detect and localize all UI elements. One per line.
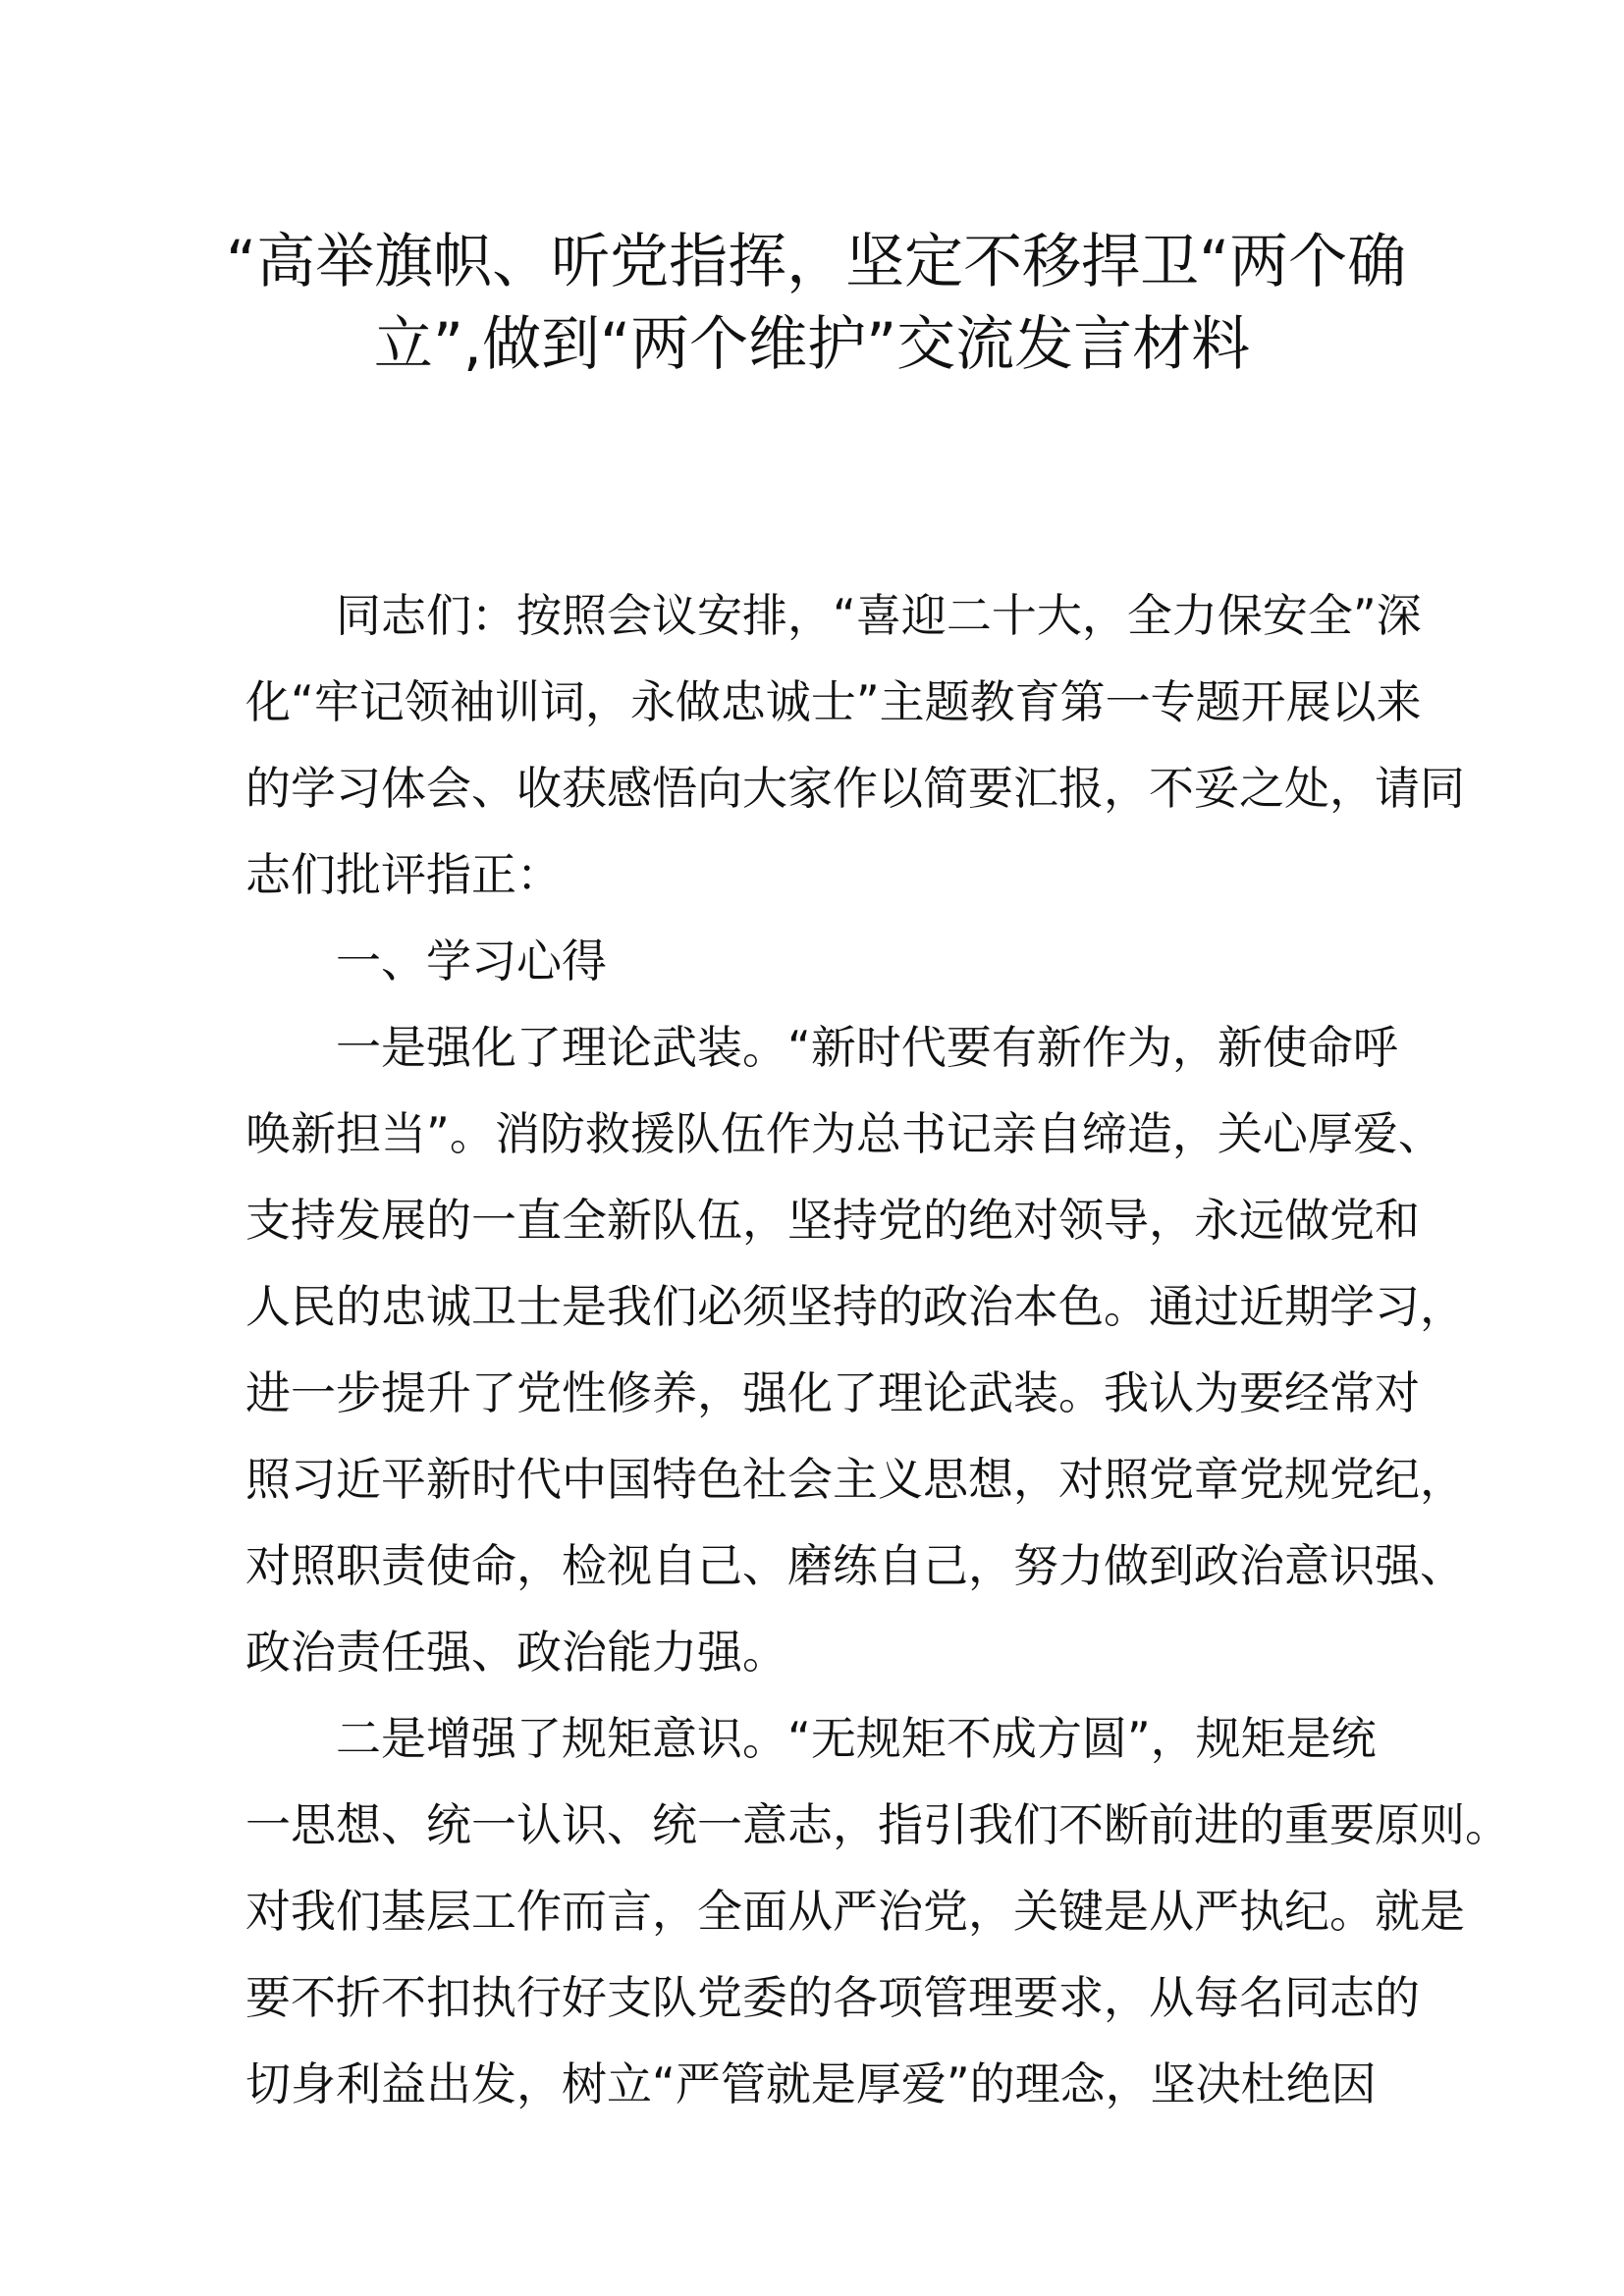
paragraph-theory-line: 一是强化了理论武装。“新时代要有新作为，新使命呼 — [336, 1021, 1398, 1074]
paragraph-theory-line: 唤新担当”。消防救援队伍作为总书记亲自缔造，关心厚爱、 — [245, 1107, 1443, 1160]
paragraph-rules-line: 对我们基层工作而言，全面从严治党，关键是从严执纪。就是 — [245, 1885, 1465, 1938]
paragraph-rules-line: 一思想、统一认识、统一意志，指引我们不断前进的重要原则。 — [245, 1798, 1510, 1851]
paragraph-theory-line: 人民的忠诚卫士是我们必须坚持的政治本色。通过近期学习， — [245, 1280, 1465, 1333]
paragraph-greeting-line: 的学习体会、收获感悟向大家作以简要汇报，不妥之处，请同 — [245, 762, 1465, 815]
paragraph-theory-line: 对照职责使命，检视自己、磨练自己，努力做到政治意识强、 — [245, 1539, 1465, 1592]
paragraph-rules-line: 二是增强了规矩意识。“无规矩不成方圆”，规矩是统 — [336, 1712, 1377, 1765]
paragraph-rules-line: 切身利益出发，树立“严管就是厚爱”的理念，坚决杜绝因 — [245, 2057, 1377, 2110]
paragraph-theory-line: 政治责任强、政治能力强。 — [245, 1626, 787, 1679]
paragraph-rules-line: 要不折不扣执行好支队党委的各项管理要求，从每名同志的 — [245, 1971, 1420, 2024]
paragraph-greeting-line: 同志们：按照会议安排，“喜迎二十大，全力保安全”深 — [336, 589, 1422, 642]
paragraph-theory-line: 支持发展的一直全新队伍，坚持党的绝对领导，永远做党和 — [245, 1194, 1420, 1247]
paragraph-theory-line: 进一步提升了党性修养，强化了理论武装。我认为要经常对 — [245, 1366, 1420, 1419]
document-body — [245, 572, 1510, 2127]
paragraph-theory-line: 照习近平新时代中国特色社会主义思想，对照党章党规党纪， — [245, 1453, 1465, 1506]
title-line-1: “高举旗帜、听党指挥，坚定不移捍卫“两个确 — [226, 228, 1407, 296]
title-line-2: 立”,做到“两个维护”交流发言材料 — [373, 310, 1251, 379]
section-heading: 一、学习心得 — [336, 934, 607, 988]
paragraph-greeting-line: 化“牢记领袖训词，永做忠诚士”主题教育第一专题开展以来 — [245, 675, 1422, 728]
document-title — [226, 221, 1407, 386]
paragraph-greeting-line: 志们批评指正： — [245, 848, 562, 901]
